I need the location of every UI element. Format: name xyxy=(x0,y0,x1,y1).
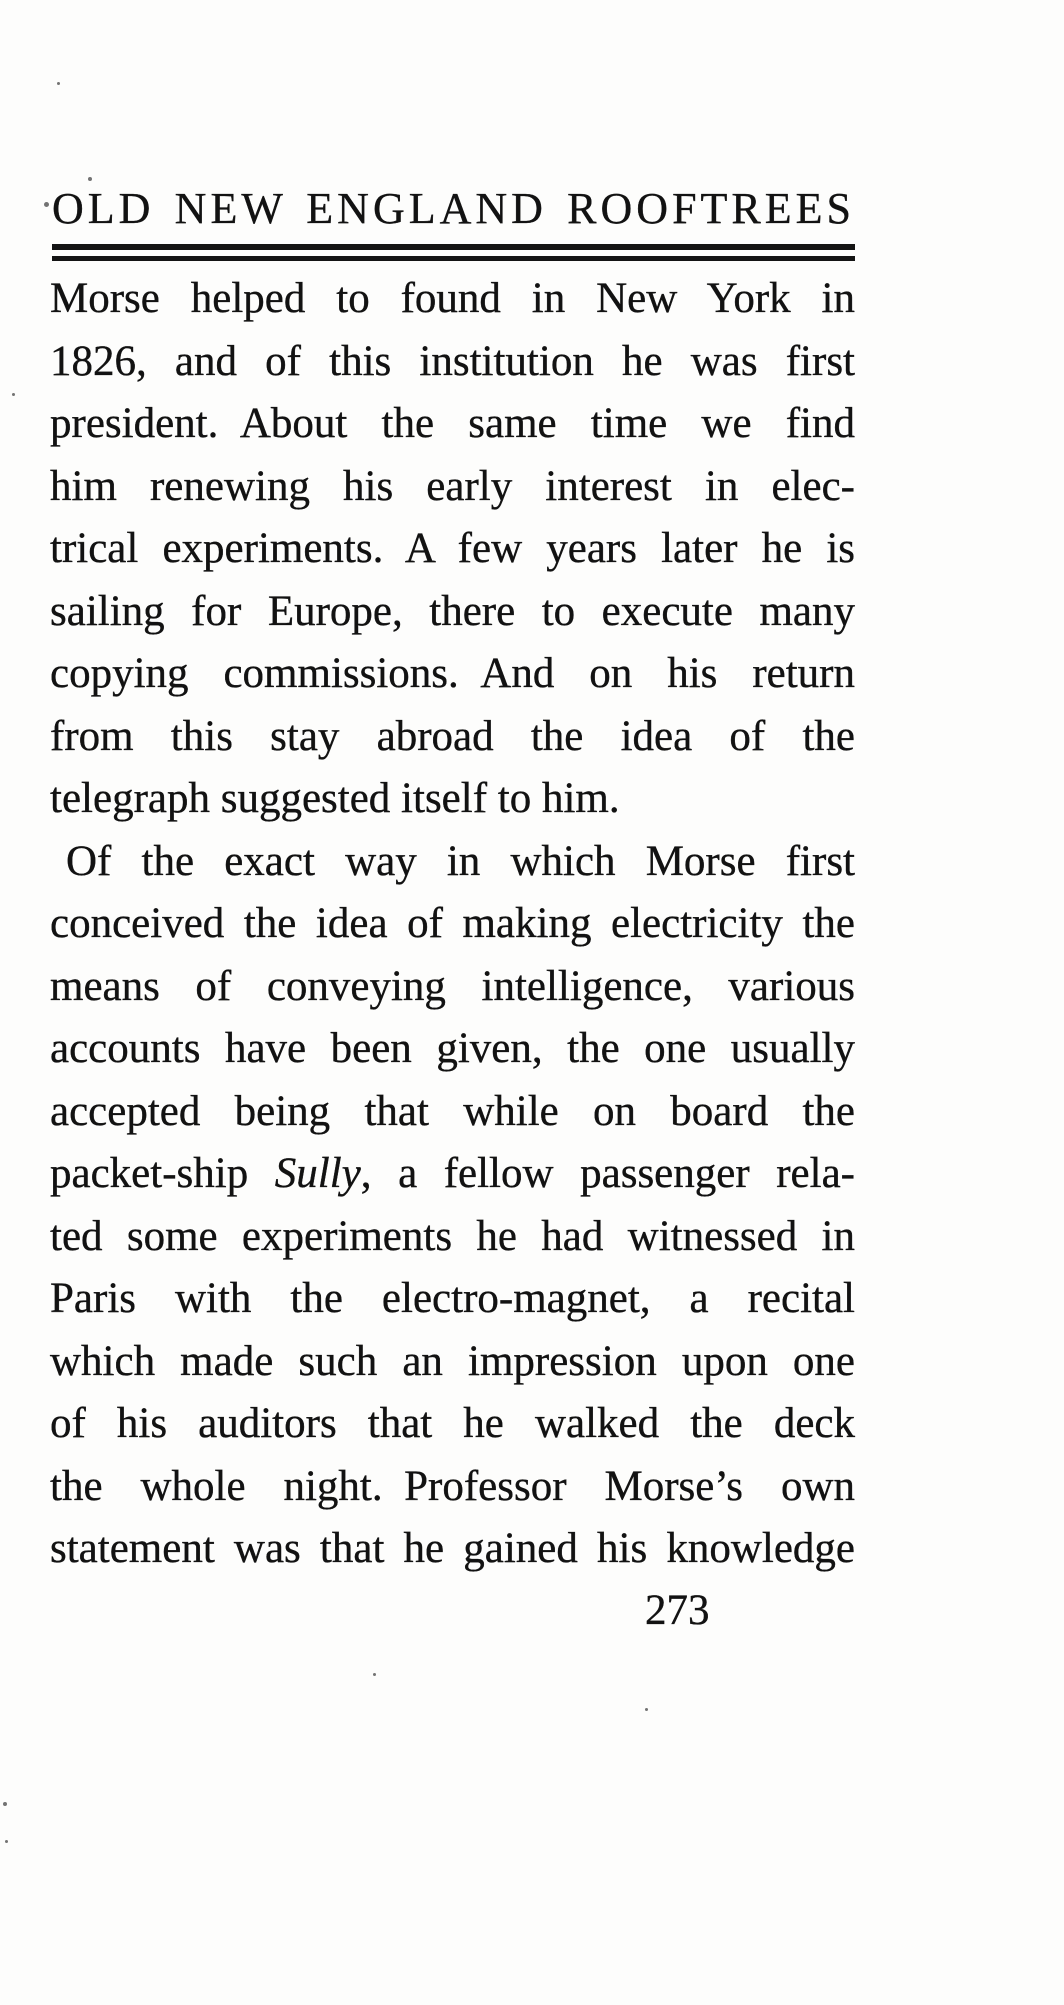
page-number: 273 xyxy=(645,1587,710,1634)
text-line: from this stay abroad the idea of the xyxy=(50,712,855,760)
text-line: ted some experiments he had witnessed in xyxy=(50,1212,855,1260)
text-line: trical experiments. A few years later he is xyxy=(50,525,855,572)
text-line: accepted being that while on board the xyxy=(50,1087,855,1135)
scan-speck xyxy=(44,202,49,207)
text-line: Paris with the electro-magnet, a recital xyxy=(50,1275,855,1322)
text-line-paragraph-start: Of the exact way in which Morse first xyxy=(66,837,855,885)
header-rule-bottom xyxy=(52,256,855,261)
ship-name-italic: Sully xyxy=(274,1150,361,1197)
scan-speck xyxy=(88,177,92,181)
scan-speck xyxy=(373,1673,376,1676)
text-line: president. About the same time we find xyxy=(50,400,855,447)
text-line: sailing for Europe, there to execute many xyxy=(50,587,855,635)
scan-speck xyxy=(57,82,60,85)
text-line: means of conveying intelligence, various xyxy=(50,962,855,1010)
body-text xyxy=(50,268,855,1581)
text-line: him renewing his early interest in elec- xyxy=(50,462,855,510)
scan-speck xyxy=(5,1840,8,1843)
scan-speck xyxy=(12,393,15,396)
text-line: copying commissions. And on his return xyxy=(50,650,855,697)
text-segment: , a fellow passenger rela- xyxy=(360,1150,855,1197)
text-line-with-italic xyxy=(50,1143,855,1206)
header-rule-top xyxy=(52,244,855,250)
text-line: accounts have been given, the one usually xyxy=(50,1025,855,1072)
running-header xyxy=(52,183,855,235)
text-segment: packet-ship xyxy=(50,1150,275,1197)
scan-speck xyxy=(645,1708,648,1711)
text-line: 1826, and of this institution he was first xyxy=(50,337,855,385)
page-title: OLD NEW ENGLAND ROOFTREES xyxy=(52,184,855,233)
text-line: of his auditors that he walked the deck xyxy=(50,1400,855,1447)
text-line: conceived the idea of making electricity the xyxy=(50,900,855,947)
text-line: which made such an impression upon one xyxy=(50,1337,855,1385)
text-line: statement was that he gained his knowledge xyxy=(50,1525,855,1572)
text-line-paragraph-end: telegraph suggested itself to him. xyxy=(50,775,620,822)
scan-speck xyxy=(3,1802,7,1806)
text-line: Morse helped to found in New York in xyxy=(50,275,855,322)
text-line: the whole night. Professor Morse’s own xyxy=(50,1462,855,1510)
